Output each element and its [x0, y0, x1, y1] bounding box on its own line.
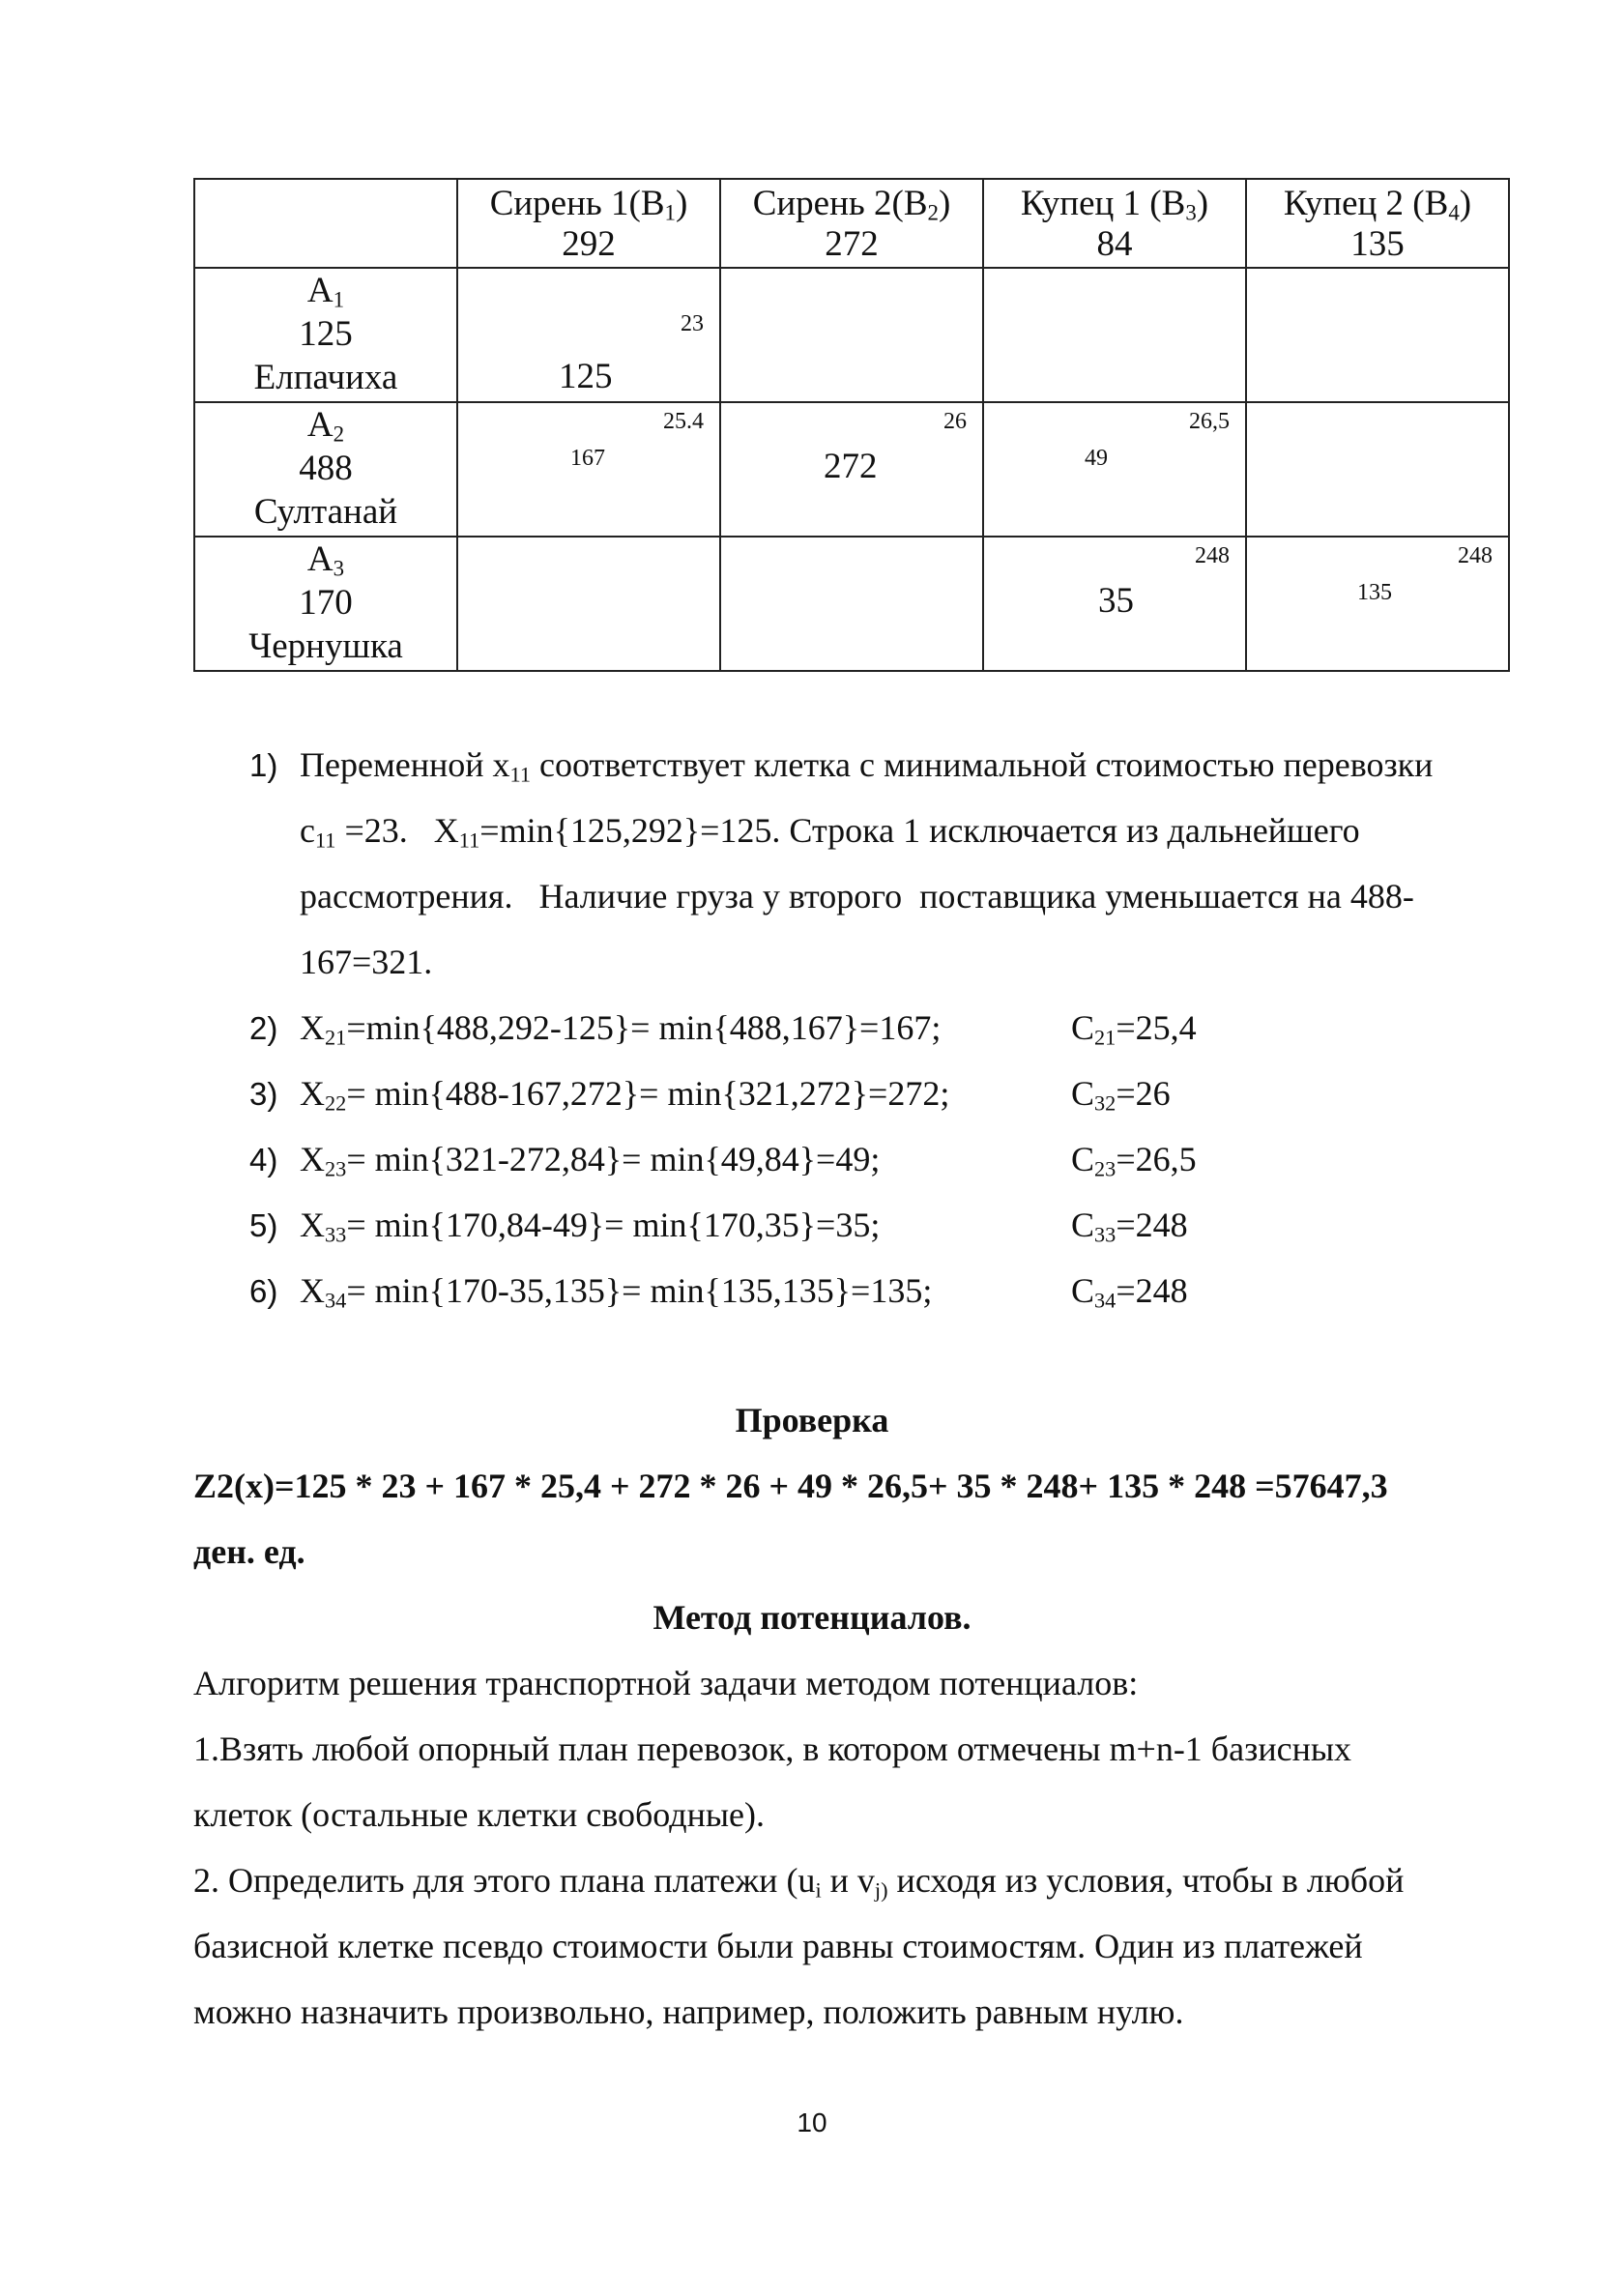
- table-header-row: [194, 179, 1509, 268]
- cost-value: 26: [943, 409, 967, 434]
- list-item-text: $X_{22}= \min\{488-167,272\}= \min\{321,272\}=272$;: [300, 1074, 950, 1116]
- cost-note: $C_{23}=26,5$: [1071, 1140, 1197, 1181]
- table-row: [194, 537, 1509, 671]
- cost-value: 25.4: [663, 409, 704, 434]
- cost-value: 248: [1195, 543, 1230, 568]
- method-step-1-cont: клеток (остальные клетки свободные).: [193, 1795, 765, 1834]
- table-cell: [720, 268, 983, 402]
- table-cell: [720, 537, 983, 671]
- table-cell: [720, 402, 983, 537]
- demand-value: 84: [1096, 224, 1133, 264]
- allocation-value: 167: [570, 446, 605, 471]
- method-heading: Метод потенциалов.: [652, 1598, 972, 1637]
- table-row: [194, 268, 1509, 402]
- table-cell: [457, 268, 720, 402]
- table-cell: [1246, 402, 1509, 537]
- row-label-cell: $A_1$ 125 Елпачиха: [194, 268, 457, 402]
- allocation-value: 49: [1085, 446, 1108, 471]
- cost-value: 23: [681, 311, 704, 336]
- table-cell: [983, 402, 1246, 537]
- list-item-text: $X_{23}= \min\{321-272,84\}= \min\{49,84\}=49$;: [300, 1140, 881, 1181]
- method-intro: Алгоритм решения транспортной задачи методом потенциалов:: [193, 1664, 1139, 1702]
- cost-note: $C_{21}=25,4$: [1071, 1008, 1197, 1050]
- allocation-value: 272: [824, 447, 878, 486]
- corner-cell: [194, 179, 457, 268]
- table-cell: [457, 402, 720, 537]
- header-cell: Купец 1 $(B_3)$ 84: [983, 179, 1246, 268]
- header-cell: Сирень $2(B_2)$ 272: [720, 179, 983, 268]
- method-step-2-cont: базисной клетке псевдо стоимости были равны стоимостям. Один из платежей: [193, 1927, 1363, 1965]
- header-cell: Купец 2 $(B_4)$ 135: [1246, 179, 1509, 268]
- cost-note: $C_{34}=248$: [1071, 1271, 1188, 1313]
- list-number: 2): [249, 1010, 278, 1046]
- demand-value: 292: [562, 224, 616, 264]
- list-item-text: $X_{33}= \min\{170,84-49\}= \min\{170,35\}=35$;: [300, 1206, 881, 1247]
- list-item-text: Переменной $x_{11}$ соответствует клетка с минимальной стоимостью перевозки: [300, 745, 1434, 787]
- transport-table: [193, 178, 1510, 672]
- cost-note: $C_{32}=26$: [1071, 1074, 1171, 1116]
- header-cell: Сирень $1(B_1)$ 292: [457, 179, 720, 268]
- cost-note: $C_{33}=248$: [1071, 1206, 1188, 1247]
- table-cell: [1246, 268, 1509, 402]
- method-step-2-cont: можно назначить произвольно, например, положить равным нулю.: [193, 1992, 1184, 2031]
- demand-value: 135: [1350, 224, 1405, 264]
- allocation-value: 135: [1357, 580, 1392, 605]
- row-label-cell: $A_2$ 488 Султанай: [194, 402, 457, 537]
- table-cell: [983, 537, 1246, 671]
- list-item-text: $X_{34}= \min\{170-35,135\}= \min\{135,135\}=135$;: [300, 1271, 933, 1313]
- allocation-value: 35: [1098, 581, 1134, 621]
- list-number: 6): [249, 1273, 278, 1309]
- list-number: 1): [249, 747, 278, 783]
- table-cell: [983, 268, 1246, 402]
- method-step-2: 2. Определить для этого плана платежи ($u_i$ и $v_{j)}$ исходя из условия, чтобы в любой: [193, 1861, 1405, 1903]
- list-item-text: рассмотрения. Наличие груза у второго поставщика уменьшается на 488-: [300, 877, 1414, 915]
- list-number: 3): [249, 1076, 278, 1112]
- list-number: 4): [249, 1142, 278, 1177]
- list-item-text: $X_{21}=\min\{488,292-125\}= \min\{488,167\}=167$;: [300, 1008, 942, 1050]
- row-label-cell: $A_3$ 170 Чернушка: [194, 537, 457, 671]
- allocation-value: 125: [559, 357, 613, 396]
- check-unit: ден. ед.: [193, 1532, 305, 1571]
- check-formula: Z2(x)=125 * 23 + 167 * 25,4 + 272 * 26 + 49 * 26,5+ 35 * 248+ 135 * 248 =57647,3: [193, 1467, 1388, 1505]
- table-cell: [1246, 537, 1509, 671]
- check-heading: Проверка: [735, 1401, 889, 1439]
- cost-value: 248: [1458, 543, 1493, 568]
- method-step-1: 1.Взять любой опорный план перевозок, в котором отмечены m+n-1 базисных: [193, 1729, 1352, 1768]
- list-number: 5): [249, 1207, 278, 1243]
- page-number: 10: [797, 2107, 827, 2137]
- list-item-text: $c_{11} =23$. $X_{11}=\min\{125,292\}=125$. Строка 1 исключается из дальнейшего: [300, 811, 1360, 853]
- list-item-text: 167=321.: [300, 943, 433, 981]
- demand-value: 272: [825, 224, 879, 264]
- cost-value: 26,5: [1189, 409, 1230, 434]
- table-cell: [457, 537, 720, 671]
- table-row: [194, 402, 1509, 537]
